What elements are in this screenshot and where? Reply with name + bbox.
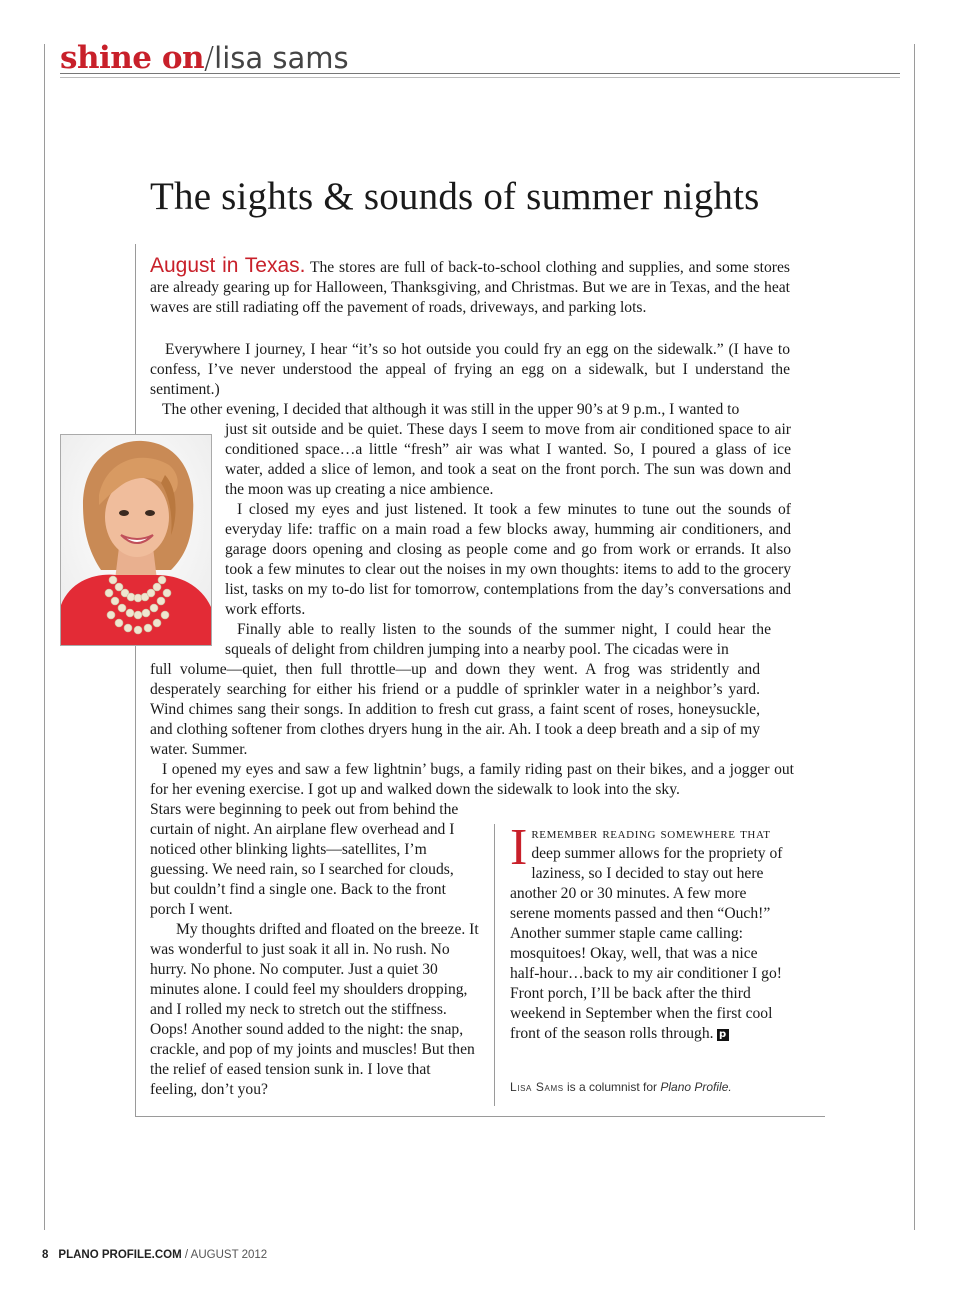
column-1-continuation: [150, 800, 475, 920]
page-footer: [42, 1249, 267, 1261]
paragraph-3: [225, 420, 791, 500]
footer-date: AUGUST 2012: [190, 1249, 268, 1261]
column-divider: [494, 824, 495, 1106]
paragraph-2-text: Everywhere I journey, I hear “it’s so hot outside you could fry an egg on the sidewalk.” (I have to confess, I’ve never understood the appeal of frying an egg on a sidewalk, but I understand the sentiment.): [150, 341, 790, 398]
page-number: 8: [42, 1249, 49, 1261]
author-portrait-illustration: [61, 435, 211, 645]
bio-name: Lisa Sams: [510, 1080, 564, 1094]
column-2-text: deep summer allows for the propriety of laziness, so I decided to stay out here another 20 or 30 minutes. A few more serene moments passed and then “Ouch!” Another summer staple came calling: mosquitoes! Okay, well, that was a nice half-hour…back to my air conditioner I go! Front porch, I’ll be back after the third weekend in September when the first cool front of the season rolls through.: [510, 845, 783, 1042]
paragraph-7: [150, 920, 480, 1100]
paragraph-3-first-line: [162, 400, 802, 420]
article-headline: The sights & sounds of summer nights: [150, 175, 760, 218]
paragraph-5-start-text: Finally able to really listen to the sounds of the summer night, I could hear the squeals of delight from children jumping into a nearby pool. The cicadas were in: [225, 621, 771, 658]
paragraph-5: [150, 660, 760, 760]
paragraph-4-text: I closed my eyes and just listened. It took a few minutes to tune out the sounds of everyday life: traffic on a main road a few blocks away, humming air conditioners, and garage doors opening and closing as people come and go from work or errands. It also took a few minutes to clear out the noises in my own thoughts: items to add to the grocery list, tasks on my to-do list for tomorrow, contemplations from the day’s conversations and work efforts.: [225, 501, 791, 618]
footer-site: PLANO PROFILE.COM: [58, 1249, 182, 1261]
paragraph-5-start: [225, 620, 771, 660]
section-brand: shine on: [60, 40, 205, 76]
left-page-rule: [44, 44, 45, 1230]
author-portrait-photo: [60, 434, 212, 646]
article-bottom-rule: [135, 1116, 825, 1117]
paragraph-3-first-text: The other evening, I decided that although it was still in the upper 90’s at 9 p.m., I wanted to: [162, 401, 740, 418]
lead-in: August in Texas.: [150, 254, 306, 277]
right-page-rule: [914, 44, 915, 1230]
header-rule-bottom: [60, 77, 900, 78]
footer-separator: /: [181, 1249, 191, 1261]
end-mark-icon: p: [717, 1029, 729, 1041]
column-2: [510, 819, 785, 1044]
bio-text: is a columnist for: [563, 1080, 661, 1094]
author-bio: [510, 1080, 732, 1094]
paragraph-3-text: just sit outside and be quiet. These days I seem to move from air conditioned space to air conditioned space…a little “fresh” air was what I wanted. So, I poured a glass of ice water, added a slice of lemon, and took a seat on the front porch. The sun was down and the moon was up creating a nice ambience.: [225, 421, 791, 498]
paragraph-1-text: The stores are full of back-to-school clothing and supplies, and some stores are already gearing up for Halloween, Thanksgiving, and Christmas. But we are in Texas, and the heat waves are still radiating off the pavement of roads, driveways, and parking lots.: [150, 259, 790, 316]
paragraph-5-text: full volume—quiet, then full throttle—up and down they went. A frog was stridently and desperately searching for either his friend or a puddle of sprinkler water in a neighbor’s yard. Wind chimes sang their songs. In addition to fresh cut grass, a faint scent of roses, honeysuckle, and clothing softener from clothes dryers hung in the air. Ah. I took a deep breath and a sip of my water. Summer.: [150, 661, 760, 758]
paragraph-4: [225, 500, 791, 620]
column-1-continuation-text: Stars were beginning to peek out from behind the curtain of night. An airplane flew overhead and I noticed other blinking lights—satellites, I’m guessing. We need rain, so I searched for clouds, but couldn’t find a single one. Back to the front porch I went.: [150, 801, 459, 918]
column-header: [60, 40, 349, 76]
bio-publication: Plano Profile.: [660, 1080, 732, 1094]
small-caps-lead: remember reading somewhere that: [531, 825, 771, 842]
header-slash: /: [204, 41, 215, 76]
article-left-rule: [135, 244, 136, 1116]
paragraph-6-text: I opened my eyes and saw a few lightnin’ bugs, a family riding past on their bikes, and a jogger out for her evening exercise. I got up and walked down the sidewalk to look into the sky.: [150, 761, 794, 798]
paragraph-1: [150, 256, 790, 318]
paragraph-2: [150, 340, 790, 400]
header-author: lisa sams: [214, 41, 349, 75]
paragraph-6: [150, 760, 794, 800]
paragraph-7-text: My thoughts drifted and floated on the breeze. It was wonderful to just soak it all in. No rush. No hurry. No phone. No computer. Just a quiet 30 minutes alone. I could feel my shoulders dropping, and I rolled my neck to stretch out the stiffness. Oops! Another sound added to the night: the snap, crackle, and pop of my joints and muscles! But then the relief of eased tension sunk in. I love that feeling, don’t you?: [150, 921, 479, 1098]
drop-cap: I: [510, 819, 528, 876]
